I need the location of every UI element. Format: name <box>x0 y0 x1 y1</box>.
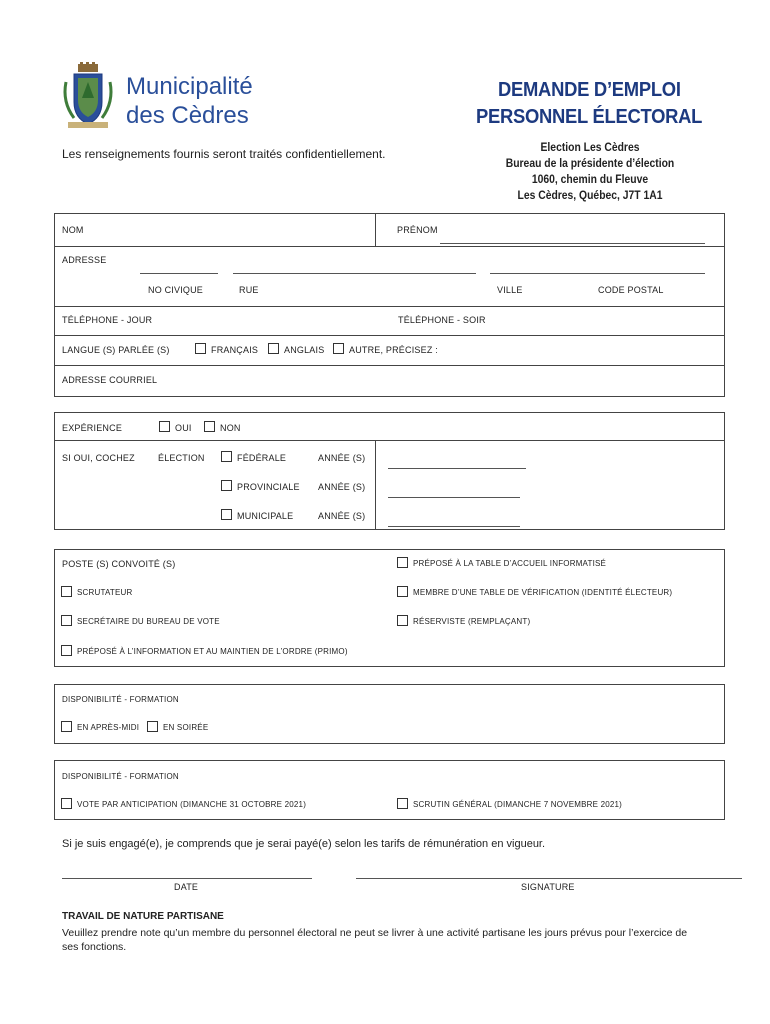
annees-federale-label: ANNÉE (S) <box>318 453 366 463</box>
scrutateur-label: SCRUTATEUR <box>77 588 133 597</box>
form-title-line1: DEMANDE D’EMPLOI <box>498 79 681 101</box>
anglais-label: ANGLAIS <box>284 345 325 355</box>
si-oui-label: SI OUI, COCHEZ <box>62 453 135 463</box>
accueil-label: PRÉPOSÉ À LA TABLE D’ACCUEIL INFORMATISÉ <box>413 559 607 568</box>
mailing-address <box>480 140 700 204</box>
dispo-vote-section <box>54 760 725 820</box>
tel-jour-field[interactable] <box>170 309 370 331</box>
date-label: DATE <box>174 882 199 892</box>
address-line: Les Cèdres, Québec, J7T 1A1 <box>517 190 663 202</box>
provinciale-checkbox[interactable] <box>221 480 232 491</box>
municipale-checkbox[interactable] <box>221 509 232 520</box>
code-postal-label: CODE POSTAL <box>598 285 664 295</box>
primo-checkbox[interactable] <box>61 645 72 656</box>
courriel-label: ADRESSE COURRIEL <box>62 375 158 385</box>
municipal-crest-icon <box>60 62 116 132</box>
autre-checkbox[interactable] <box>333 343 344 354</box>
annees-provinciale-field[interactable] <box>388 497 520 498</box>
experience-section <box>54 412 725 530</box>
ville-field[interactable] <box>490 273 705 274</box>
scrutin-label: SCRUTIN GÉNÉRAL (DIMANCHE 7 NOVEMBRE 2021) <box>413 800 623 809</box>
apres-midi-checkbox[interactable] <box>61 721 72 732</box>
tel-soir-field[interactable] <box>495 309 715 331</box>
verification-label: MEMBRE D’UNE TABLE DE VÉRIFICATION (IDENTITÉ ÉLECTEUR) <box>413 588 673 597</box>
experience-oui-label: OUI <box>175 423 192 433</box>
francais-label: FRANÇAIS <box>211 345 259 355</box>
election-label: ÉLECTION <box>158 453 205 463</box>
experience-oui-checkbox[interactable] <box>159 421 170 432</box>
logo-text-line2: des Cèdres <box>126 102 249 129</box>
adresse-label: ADRESSE <box>62 255 107 265</box>
soiree-checkbox[interactable] <box>147 721 158 732</box>
tel-jour-label: TÉLÉPHONE - JOUR <box>62 315 153 325</box>
rue-label: RUE <box>239 285 259 295</box>
dispo-formation-section <box>54 684 725 744</box>
scrutin-checkbox[interactable] <box>397 798 408 809</box>
experience-non-checkbox[interactable] <box>204 421 215 432</box>
primo-label: PRÉPOSÉ À L’INFORMATION ET AU MAINTIEN DE L’ORDRE (PRIMO) <box>77 647 348 656</box>
reserviste-checkbox[interactable] <box>397 615 408 626</box>
address-line: 1060, chemin du Fleuve <box>531 174 649 186</box>
reserviste-label: RÉSERVISTE (REMPLAÇANT) <box>413 617 531 626</box>
verification-checkbox[interactable] <box>397 586 408 597</box>
annees-municipale-field[interactable] <box>388 526 520 527</box>
secretaire-checkbox[interactable] <box>61 615 72 626</box>
no-civique-field[interactable] <box>140 273 218 274</box>
annees-federale-field[interactable] <box>388 468 526 469</box>
anticipation-label: VOTE PAR ANTICIPATION (DIMANCHE 31 OCTOBRE 2021) <box>77 800 307 809</box>
annees-municipale-label: ANNÉE (S) <box>318 511 366 521</box>
postes-label: POSTE (S) CONVOITÉ (S) <box>62 559 176 569</box>
partisan-title: TRAVAIL DE NATURE PARTISANE <box>62 911 224 922</box>
francais-checkbox[interactable] <box>195 343 206 354</box>
confidential-note: Les renseignements fournis seront traités confidentiellement. <box>62 147 386 161</box>
annees-provinciale-label: ANNÉE (S) <box>318 482 366 492</box>
accueil-checkbox[interactable] <box>397 557 408 568</box>
langue-label: LANGUE (S) PARLÉE (S) <box>62 345 170 355</box>
anglais-checkbox[interactable] <box>268 343 279 354</box>
courriel-field[interactable] <box>170 369 710 391</box>
nom-label: NOM <box>62 225 84 235</box>
municipale-label: MUNICIPALE <box>237 511 294 521</box>
autre-label: AUTRE, PRÉCISEZ : <box>349 345 438 355</box>
soiree-label: EN SOIRÉE <box>163 723 209 732</box>
logo-text-line1: Municipalité <box>126 73 253 100</box>
date-field[interactable] <box>62 878 312 879</box>
apres-midi-label: EN APRÈS-MIDI <box>77 723 140 732</box>
dispo-formation-label: DISPONIBILITÉ - FORMATION <box>62 695 179 704</box>
engagement-text: Si je suis engagé(e), je comprends que je serai payé(e) selon les tarifs de rémunération en vigueur. <box>62 838 546 850</box>
rue-field[interactable] <box>233 273 476 274</box>
prenom-field[interactable] <box>450 218 700 242</box>
partisan-text: Veuillez prendre note qu’un membre du personnel électoral ne peut se livrer à une activité partisane les jours prévus pour l’exercice de ses fonctions. <box>62 927 688 953</box>
address-line: Election Les Cèdres <box>540 142 640 154</box>
federale-checkbox[interactable] <box>221 451 232 462</box>
experience-non-label: NON <box>220 423 241 433</box>
address-line: Bureau de la présidente d’élection <box>505 158 675 170</box>
tel-soir-label: TÉLÉPHONE - SOIR <box>398 315 486 325</box>
provinciale-label: PROVINCIALE <box>237 482 300 492</box>
ville-label: VILLE <box>497 285 523 295</box>
scrutateur-checkbox[interactable] <box>61 586 72 597</box>
dispo-vote-label: DISPONIBILITÉ - FORMATION <box>62 772 179 781</box>
secretaire-label: SECRÉTAIRE DU BUREAU DE VOTE <box>77 617 220 626</box>
experience-label: EXPÉRIENCE <box>62 423 123 433</box>
signature-label: SIGNATURE <box>521 882 575 892</box>
federale-label: FÉDÉRALE <box>237 453 287 463</box>
signature-field[interactable] <box>356 878 742 879</box>
no-civique-label: NO CIVIQUE <box>148 285 204 295</box>
anticipation-checkbox[interactable] <box>61 798 72 809</box>
nom-field[interactable] <box>140 218 370 242</box>
form-title-line2: PERSONNEL ÉLECTORAL <box>476 106 703 128</box>
prenom-label: PRÉNOM <box>397 225 438 235</box>
